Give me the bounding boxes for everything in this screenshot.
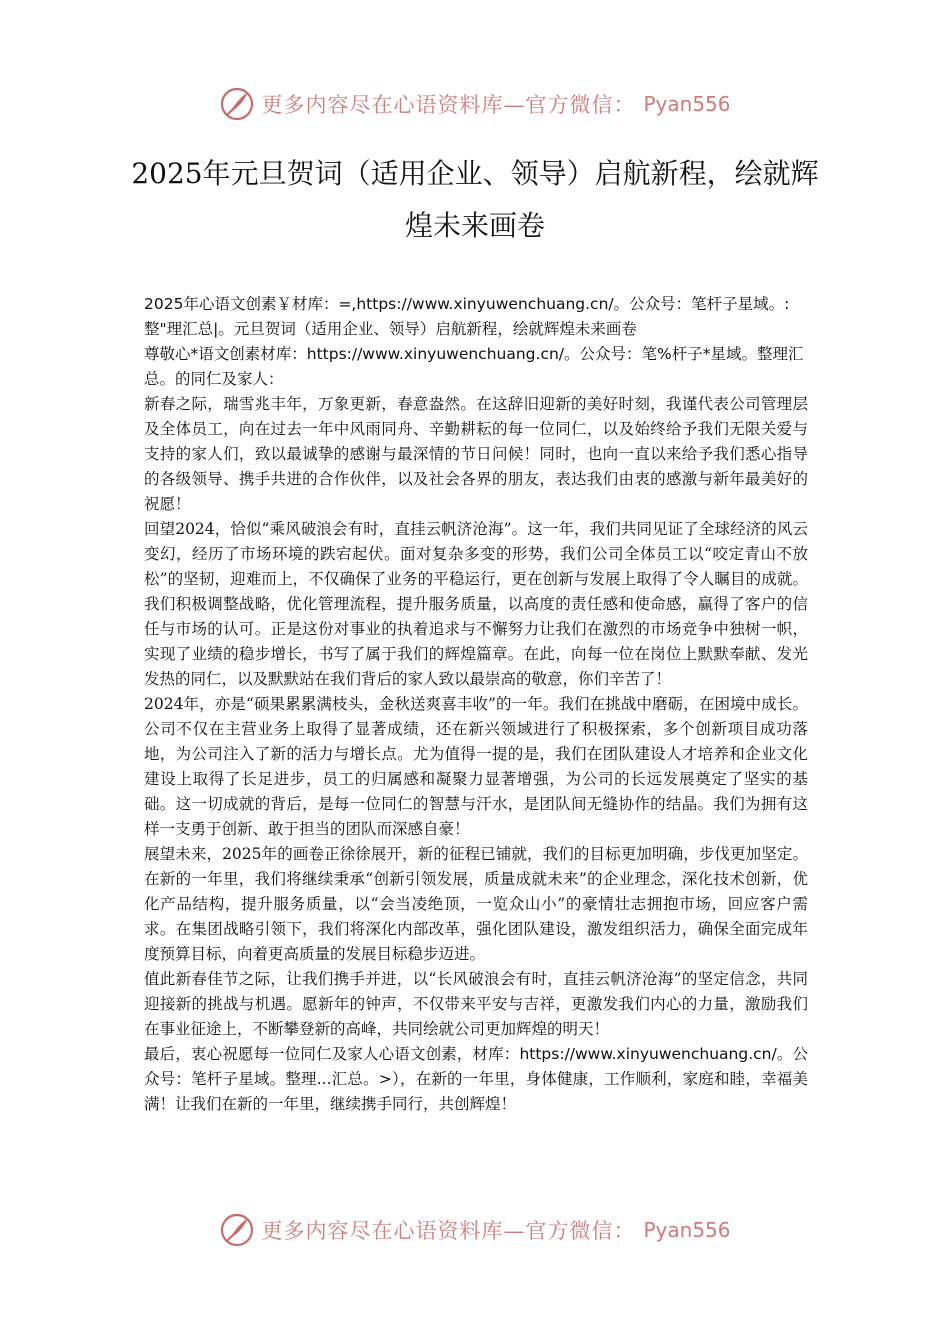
header-banner: [0, 84, 950, 124]
intro-line: 2025年心语文创素￥材库：=,https://www.xinyuwenchuang.cn/。公众号：笔杆子星域。:整"理汇总|。元旦贺词（适用企业、领导）启航新程，绘就辉煌未来画卷: [144, 295, 790, 338]
document-body: [144, 292, 808, 1117]
quill-logo-icon: [219, 1212, 255, 1248]
body-paragraph: 值此新春佳节之际，让我们携手并进，以“长风破浪会有时，直挂云帆济沧海”的坚定信念，共同迎接新的挑战与机遇。愿新年的钟声，不仅带来平安与吉祥，更激发我们内心的力量，激励我们在事业征途上，不断攀登新的高峰，共同绘就公司更加辉煌的明天！: [144, 970, 808, 1038]
body-paragraph: 展望未来，2025年的画卷正徐徐展开，新的征程已铺就，我们的目标更加明确，步伐更加坚定。在新的一年里，我们将继续秉承“创新引领发展，质量成就未来”的企业理念，深化技术创新，优化产品结构，提升服务质量，以“会当凌绝顶，一览众山小”的豪情壮志拥抱市场，回应客户需求。在集团战略引领下，我们将深化内部改革，强化团队建设，激发组织活力，确保全面完成年度预算目标，向着更高质量的发展目标稳步迈进。: [144, 845, 808, 963]
body-paragraph: 2024年，亦是“硕果累累满枝头，金秋送爽喜丰收”的一年。我们在挑战中磨砺，在困境中成长。公司不仅在主营业务上取得了显著成绩，还在新兴领域进行了积极探索，多个创新项目成功落地，为公司注入了新的活力与增长点。尤为值得一提的是，我们在团队建设人才培养和企业文化建设上取得了长足进步，员工的归属感和凝聚力显著增强，为公司的长远发展奠定了坚实的基础。这一切成就的背后，是每一位同仁的智慧与汗水，是团队间无缝协作的结晶。我们为拥有这样一支勇于创新、敢于担当的团队而深感自豪！: [144, 695, 808, 838]
banner-wechat-id: Pyan556: [643, 92, 731, 116]
closing-paragraph: 最后，衷心祝愿每一位同仁及家人心语文创素，材库：https://www.xinyuwenchuang.cn/。公众号：笔杆子星域。整理...汇总。>），在新的一年里，身体健康，工作顺利，家庭和睦，幸福美满！让我们在新的一年里，继续携手同行，共创辉煌！: [144, 1045, 808, 1113]
banner-text: 更多内容尽在心语资料库—官方微信：: [261, 1219, 636, 1243]
footer-banner: [0, 1210, 950, 1250]
document-title: 2025年元旦贺词（适用企业、领导）启航新程，绘就辉煌未来画卷: [131, 157, 819, 242]
salutation-line: 尊敬心*语文创素材库：https://www.xinyuwenchuang.cn/。公众号：笔%杆子*星域。整理汇总。的同仁及家人：: [144, 345, 804, 388]
body-paragraph: 新春之际，瑞雪兆丰年，万象更新，春意盎然。在这辞旧迎新的美好时刻，我谨代表公司管理层及全体员工，向在过去一年中风雨同舟、辛勤耕耘的每一位同仁，以及始终给予我们无限关爱与支持的家人们，致以最诚挚的感谢与最深情的节日问候！同时，也向一直以来给予我们悉心指导的各级领导、携手共进的合作伙伴，以及社会各界的朋友，表达我们由衷的感激与新年最美好的祝愿！: [144, 395, 808, 513]
banner-wechat-id: Pyan556: [643, 1218, 731, 1242]
quill-logo-icon: [219, 86, 255, 122]
body-paragraph: 回望2024，恰似“乘风破浪会有时，直挂云帆济沧海”。这一年，我们共同见证了全球经济的风云变幻，经历了市场环境的跌宕起伏。面对复杂多变的形势，我们公司全体员工以“咬定青山不放松”的坚韧，迎难而上，不仅确保了业务的平稳运行，更在创新与发展上取得了令人瞩目的成就。我们积极调整战略，优化管理流程，提升服务质量，以高度的责任感和使命感，赢得了客户的信任与市场的认可。正是这份对事业的执着追求与不懈努力让我们在激烈的市场竞争中独树一帜，实现了业绩的稳步增长，书写了属于我们的辉煌篇章。在此，向每一位在岗位上默默奉献、发光发热的同仁，以及默默站在我们背后的家人致以最崇高的敬意，你们辛苦了！: [144, 520, 808, 688]
banner-text: 更多内容尽在心语资料库—官方微信：: [261, 93, 636, 117]
